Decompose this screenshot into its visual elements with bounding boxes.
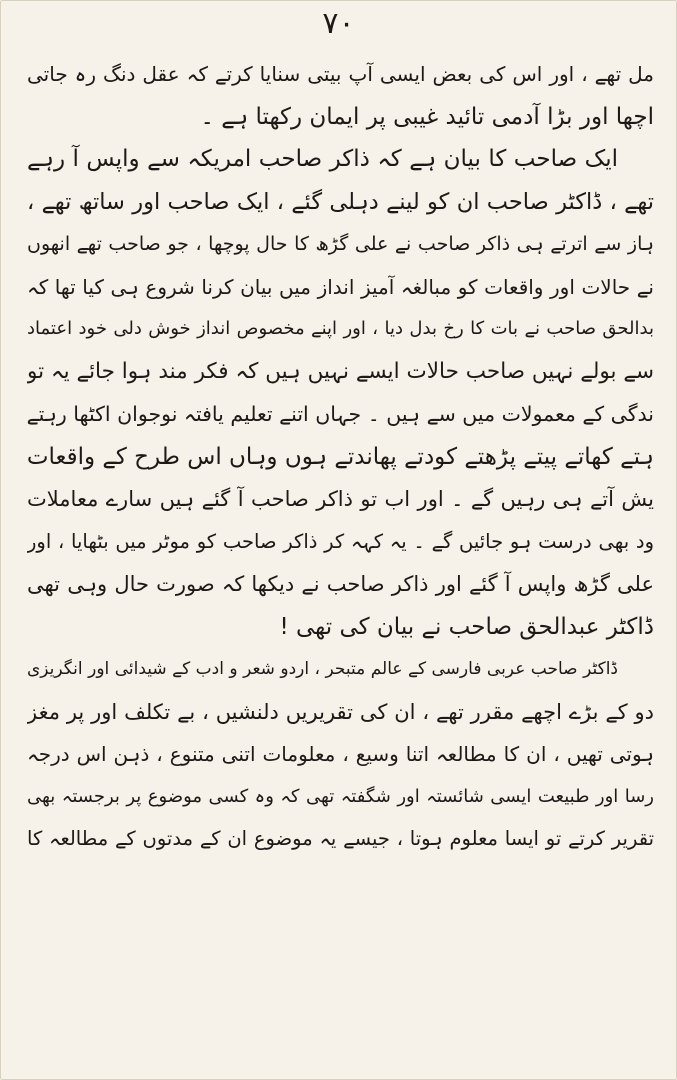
text-line: ندگی کے معمولات میں سے ہیں ۔ جہاں اتنے تعلیم یافتہ نوجوان اکٹھا رہتے <box>27 402 654 426</box>
text-line: رسا اور طبیعت ایسی شائستہ اور شگفتہ تھی کہ وہ کسی موضوع پر برجستہ بھی <box>27 785 654 807</box>
text-line: دو کے بڑے اچھے مقرر تھے ، ان کی تقریریں دلنشیں ، بے تکلف اور پر مغز <box>27 699 654 724</box>
text-line: علی گڑھ واپس آ گئے اور ذاکر صاحب نے دیکھا کہ صورت حال وہی تھی <box>27 572 654 596</box>
page-number: ۷۰ <box>322 6 355 41</box>
text-line: ود بھی درست ہو جائیں گے ۔ یہ کہہ کر ذاکر صاحب کو موٹر میں بٹھایا ، اور <box>27 529 654 553</box>
text-line: سے بولے نہیں صاحب حالات ایسے نہیں ہیں کہ فکر مند ہوا جائے یہ تو <box>27 358 654 384</box>
text-line: ہاز سے اترتے ہی ذاکر صاحب نے علی گڑھ کا حال پوچھا ، جو صاحب تھے انھوں <box>27 233 654 255</box>
text-line: ہوتی تھیں ، ان کا مطالعہ اتنا وسیع ، معلومات اتنی متنوع ، ذہن اس درجہ <box>27 742 654 766</box>
text-line: ڈاکٹر عبدالحق صاحب نے بیان کی تھی ! <box>279 613 654 640</box>
text-line: ایک صاحب کا بیان ہے کہ ذاکر صاحب امریکہ سے واپس آ رہے <box>27 146 618 172</box>
text-line: ہتے کھاتے پیتے پڑھتے کودتے پھاندتے ہوں وہاں اس طرح کے واقعات <box>27 443 654 470</box>
text-line: نے حالات اور واقعات کو مبالغہ آمیز انداز میں بیان کرنا شروع ہی کیا تھا کہ <box>27 274 654 299</box>
text-line: تھے ، ڈاکٹر صاحب ان کو لینے دہلی گئے ، ایک صاحب اور ساتھ تھے ، <box>27 188 654 215</box>
text-line: مل تھے ، اور اس کی بعض ایسی آپ بیتی سنایا کرتے کہ عقل دنگ رہ جاتی <box>27 62 654 86</box>
text-line: اچھا اور بڑا آدمی تائید غیبی پر ایمان رکھتا ہے ۔ <box>200 103 654 130</box>
text-line: ڈاکٹر صاحب عربی فارسی کے عالم متبحر ، اردو شعر و ادب کے شیدائی اور انگریزی <box>27 659 618 679</box>
urdu-text-body <box>27 53 654 861</box>
text-line: تقریر کرتے تو ایسا معلوم ہوتا ، جیسے یہ موضوع ان کے مدتوں کے مطالعہ کا <box>27 827 654 850</box>
text-line: بدالحق صاحب نے بات کا رخ بدل دیا ، اور اپنے مخصوص انداز خوش دلی خود اعتماد <box>27 318 654 339</box>
text-line: یش آتے ہی رہیں گے ۔ اور اب تو ذاکر صاحب آ گئے ہیں سارے معاملات <box>27 487 654 511</box>
